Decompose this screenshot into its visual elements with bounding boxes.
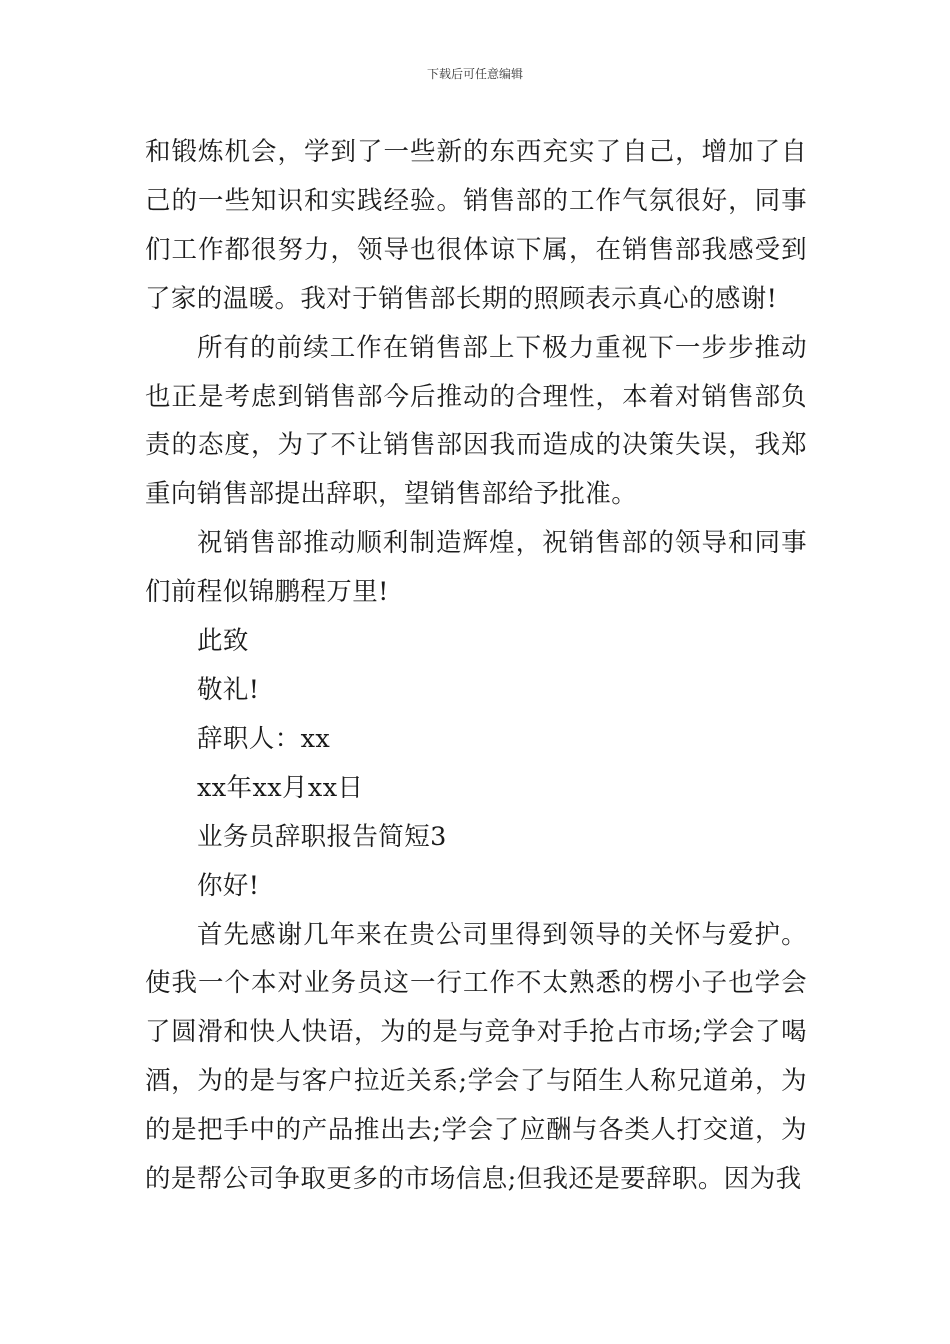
paragraph: 和锻炼机会，学到了一些新的东西充实了自己，增加了自己的一些知识和实践经验。销售部的工作气氛很好，同事们工作都很努力，领导也很体谅下属，在销售部我感受到了家的温暖。我对于销售部长期的照顾表示真心的感谢! xyxy=(145,137,807,314)
date-line: xx年xx月xx日 xyxy=(197,772,364,803)
page-header: 下载后可任意编辑 xyxy=(426,67,523,81)
section-title: 业务员辞职报告简短3 xyxy=(197,821,447,852)
closing-salutation: 此致 xyxy=(197,626,249,657)
greeting: 你好! xyxy=(197,870,260,901)
document-body xyxy=(145,128,807,1204)
paragraph: 祝销售部推动顺利制造辉煌，祝销售部的领导和同事们前程似锦鹏程万里! xyxy=(145,528,807,608)
paragraph: 所有的前续工作在销售部上下极力重视下一步步推动也正是考虑到销售部今后推动的合理性，本着对销售部负责的态度，为了不让销售部因我而造成的决策失误，我郑重向销售部提出辞职，望销售部给予批准。 xyxy=(145,332,807,510)
paragraph: 首先感谢几年来在贵公司里得到领导的关怀与爱护。使我一个本对业务员这一行工作不太熟悉的楞小子也学会了圆滑和快人快语，为的是与竞争对手抢占市场;学会了喝酒，为的是与客户拉近关系;学会了与陌生人称兄道弟，为的是把手中的产品推出去;学会了应酬与各类人打交道，为的是帮公司争取更多的市场信息;但我还是要辞职。因为我 xyxy=(145,919,807,1195)
signature-line: 辞职人：xx xyxy=(197,723,331,754)
closing-regards: 敬礼! xyxy=(197,674,260,705)
